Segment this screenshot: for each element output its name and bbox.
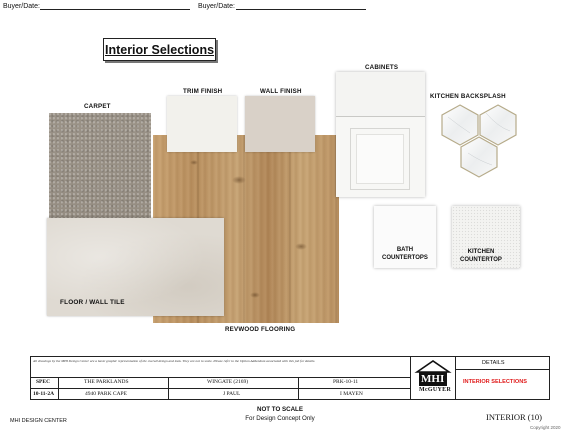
buyer-date-label-1: Buyer/Date:: [3, 3, 40, 10]
title-block-divider: [298, 377, 299, 400]
title-block-divider: [455, 369, 550, 370]
trim-finish-label: TRIM FINISH: [183, 88, 223, 95]
title-block-divider: [30, 377, 410, 378]
buyer-date-label-2: Buyer/Date:: [198, 3, 235, 10]
kitchen-countertop-label-line-2: COUNTERTOP: [460, 257, 502, 263]
carpet-swatch: [49, 113, 151, 220]
wood-knot: [232, 176, 246, 184]
kitchen-backsplash-swatch: [440, 103, 520, 179]
job-code: PRK-10-11: [333, 379, 359, 385]
footer-center: [230, 406, 330, 422]
title-block-divider: [30, 388, 410, 389]
wood-knot: [295, 243, 307, 250]
floor-wall-tile-label: FLOOR / WALL TILE: [60, 299, 125, 306]
kitchen-backsplash-label: KITCHEN BACKSPLASH: [430, 93, 506, 100]
logo-subtext: McGUYER: [419, 387, 452, 393]
copyright: Copyright 2020: [530, 425, 561, 430]
revwood-flooring-label: REVWOOD FLOORING: [225, 326, 296, 333]
plan-name: WINGATE (2169): [207, 379, 249, 385]
lot-code: 10-11-2A: [33, 391, 55, 397]
details-label: DETAILS: [482, 360, 505, 366]
wall-finish-swatch: [245, 96, 315, 152]
buyer-date-line-2: [236, 2, 366, 10]
trim-finish-swatch: [167, 96, 237, 152]
bath-countertops-label-line-2: COUNTERTOPS: [382, 255, 428, 261]
footer-left: MHI DESIGN CENTER: [10, 418, 67, 424]
title-block-divider: [410, 356, 411, 400]
page-title: Interior Selections: [104, 42, 215, 57]
buyer-date-line-1: [40, 2, 190, 10]
hex-tile: [442, 105, 478, 145]
kitchen-countertop-label: [460, 248, 502, 264]
title-block-divider: [455, 356, 456, 400]
agent-name: I MAYEN: [340, 391, 363, 397]
cabinet-door-panel: [356, 134, 404, 184]
address: 4940 PARK CAPE: [85, 391, 127, 397]
page-number: INTERIOR (10): [486, 412, 542, 422]
community-name: THE PARKLANDS: [84, 379, 129, 385]
spec-label: SPEC: [36, 379, 51, 385]
designer-name: J PAUL: [223, 391, 241, 397]
mhi-logo: [413, 358, 453, 398]
title-box: [103, 38, 216, 61]
bath-countertops-label: [382, 246, 428, 262]
title-block-divider: [168, 377, 169, 400]
wall-finish-label: WALL FINISH: [260, 88, 302, 95]
details-value: INTERIOR SELECTIONS: [463, 379, 528, 385]
design-concept-note: For Design Concept Only: [245, 415, 315, 422]
kitchen-countertop-label-line-1: KITCHEN: [467, 249, 495, 255]
cabinet-drawer: [336, 72, 425, 117]
hex-tile: [480, 105, 516, 145]
logo-text: MHI: [421, 373, 445, 385]
title-block-divider: [58, 377, 59, 400]
not-to-scale: NOT TO SCALE: [257, 406, 303, 413]
hex-tile: [461, 137, 497, 177]
wood-knot: [250, 292, 260, 298]
bath-countertops-label-line-1: BATH: [396, 247, 414, 253]
wood-knot: [190, 160, 198, 165]
cabinets-label: CABINETS: [365, 64, 399, 71]
carpet-label: CARPET: [84, 103, 111, 110]
disclaimer-note: All drawings by the MHI Design Center are a basic graphic representation of the overall design and look. They are not to scale. Please refer to the Option Addendum associated with this job for details.: [33, 359, 316, 363]
